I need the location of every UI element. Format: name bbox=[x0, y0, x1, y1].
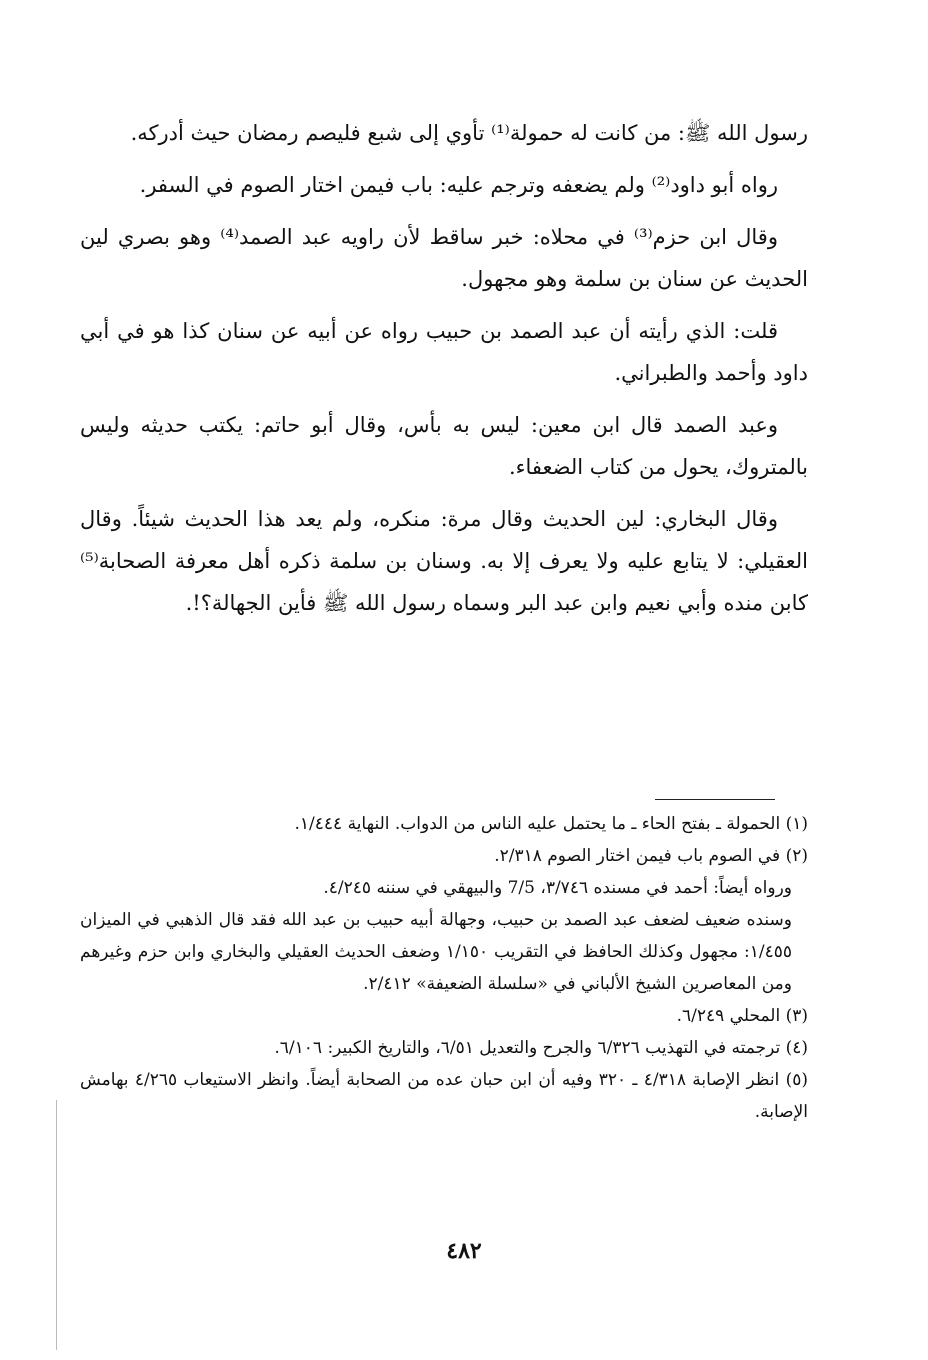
page-number: ٤٨٢ bbox=[446, 1238, 482, 1264]
paragraph-1: رسول الله ﷺ: من كانت له حمولة⁽¹⁾ تأوي إلى شبع فليصم رمضان حيث أدركه. bbox=[130, 121, 808, 145]
footnote-2-line-1: ورواه أيضاً: أحمد في مسنده ٣/٧٤٦، 7/5 والبيهقي في سننه ٤/٢٤٥. bbox=[323, 878, 792, 898]
footnote-3: (٣) المحلي ٦/٢٤٩. bbox=[676, 1006, 808, 1026]
footnotes bbox=[80, 808, 808, 1128]
footnote-4: (٤) ترجمته في التهذيب ٦/٣٢٦ والجرح والتعديل ٦/٥١، والتاريخ الكبير: ٦/١٠٦. bbox=[274, 1038, 808, 1058]
footnote-2: (٢) في الصوم باب فيمن اختار الصوم ٢/٣١٨. bbox=[494, 846, 808, 866]
margin-line bbox=[56, 1100, 57, 1350]
paragraph-4: قلت: الذي رأيته أن عبد الصمد بن حبيب رواه عن أبيه عن سنان كذا هو في أبي داود وأحمد والطبراني. bbox=[80, 319, 808, 385]
footnote-1: (١) الحمولة ـ بفتح الحاء ـ ما يحتمل عليه الناس من الدواب. النهاية ١/٤٤٤. bbox=[294, 814, 808, 834]
footnote-5: (٥) انظر الإصابة ٤/٣١٨ ـ ٣٢٠ وفيه أن ابن حبان عده من الصحابة أيضاً. وانظر الاستيعاب ٤/٢٦٥ بهامش الإصابة. bbox=[80, 1070, 808, 1122]
paragraph-2: رواه أبو داود⁽²⁾ ولم يضعفه وترجم عليه: باب فيمن اختار الصوم في السفر. bbox=[139, 173, 778, 197]
paragraph-3: وقال ابن حزم⁽³⁾ في محلاه: خبر ساقط لأن راويه عبد الصمد⁽⁴⁾ وهو بصري لين الحديث عن سنان بن سلمة وهو مجهول. bbox=[80, 225, 808, 291]
paragraph-5: وعبد الصمد قال ابن معين: ليس به بأس، وقال أبو حاتم: يكتب حديثه وليس بالمتروك، يحول من كتاب الضعفاء. bbox=[80, 413, 808, 479]
footnote-separator bbox=[655, 799, 775, 800]
main-text bbox=[80, 112, 808, 634]
footnote-2-line-2: وسنده ضعيف لضعف عبد الصمد بن حبيب، وجهالة أبيه حبيب بن عبد الله فقد قال الذهبي في الميزان ١/٤٥٥: مجهول وكذلك الحافظ في التقريب ١/١٥٠ وضعف الحديث العقيلي والبخاري وابن حزم وغيرهم ومن المعاصرين الشيخ الألباني في «سلسلة الضعيفة» ٢/٤١٢. bbox=[80, 910, 792, 994]
paragraph-6: وقال البخاري: لين الحديث وقال مرة: منكره، ولم يعد هذا الحديث شيئاً. وقال العقيلي: لا يتابع عليه ولا يعرف إلا به. وسنان بن سلمة ذكره أهل معرفة الصحابة⁽⁵⁾ كابن منده وأبي نعيم وابن عبد البر وسماه رسول الله ﷺ فأين الجهالة؟!. bbox=[80, 507, 808, 615]
